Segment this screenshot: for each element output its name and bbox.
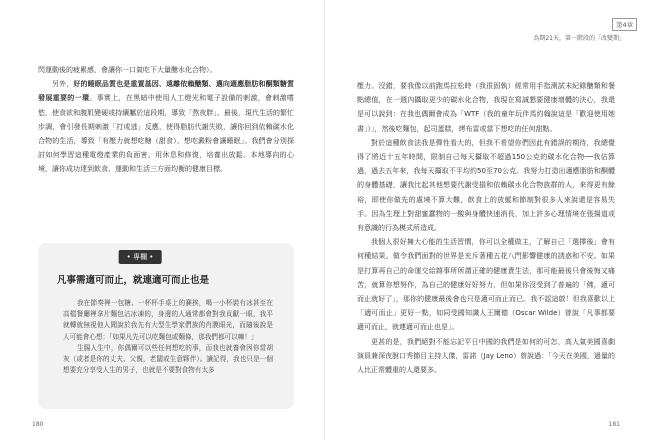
sidebar-body [63,298,273,376]
text-run: 對於這種飲食法我是彈性看大的，但我不希望你們因此有錯誤的期待，我總覺得了將近十五年時間，限制自己每天攝取不超過150公克的碳水化合物──我估算過，過去五年來，我每天攝取不平均約50至70公克。我努力打造出適應脂肪和酮體的身體基礎，讓我比起其他想要代謝受損和依賴碳水化合物族群的人，來得更有餘裕，即使你做先的處境不算大難，飲食上的放縱和節制對很多人來說還是容易失手。因為生理上對甜蜜蠢物的一酸與身體快速消長，加上許多心理情境在張揚道或有意識的行為模式所造成。 [357,138,615,233]
chapter-subtitle: 為期21天，第一階段的「改變期」 [533,35,625,42]
sidebar-paragraph-2: 生腸人生中，你偶爾可以些任何想吃的事，而我也就養會因你當胡灰（或者是你的丈夫、父親，老闆或生意夥伴）。讀記得，我也只是一個想要充分享受人生的男子，也就是不要對食物有太多 [63,343,273,375]
page-number-right: 181 [608,421,620,428]
left-page-text [38,63,294,177]
text-run: 閃運動後的疲累感，會讓你一口氣吃下大量醣水化合物）。 [38,66,217,74]
text-run: 壓力。沒錯，要我像以前跑馬拉松時（我很固執）經常用手指測試末紀錄醣類和餐點總值，在一週內攝取更少的碳水化合物，我現在寫誠懇要健康增體的決心，我還是可以說到：在我也偶爾會成為「WTF（我的童年玩伴馬約翰說這是「歡迎使用她書」）」，然後吃麵包，起司蛋糕，烤布雷或當下想吃的任何甜點。 [357,82,615,133]
text-run: 。事實上，在黑暗中使用人工燈光和電子設備的刺激，會刺激嗜慾，使食欲和腹肌變硬或持續屬於這段期，導致「熬夜胖」。最後，現代生活的繁忙步調，會引發長期刺激「打或逃」反應，使得脂肪代謝失敗，讓你回到依賴碳水化合物的生活，導致「有壓力就想吃糖（甜食）、想吃澱粉會讓睡眠」。我們會分別探討如何學習這種電燈產業的負面害，用休息和修復，培養出放鬆、本地導向的心境，讓你成功達到飲食、運動和生活三方面均衡的健康目標。 [38,94,295,174]
text-run: 我個人很好擁大心能的生活習慣，你可以全權做主，了解自己「選擇後」會有何種結果。做令我們面對的世界是充斥著種五花八門影響健康的誘惑和不安。如果是打算再自己的命運交給雜事所所謂正確的健康責生法，那可能最後只會後悔又痛苦，就算你想努作，為自己的健康好好努力，但如果你沒受到了普遍的「佛，適可而止就好了」，那你的健康最後會也只是適可而止而已。我不認這啟！但我喜歡以上「適可而止」更好一點，如同受國知識人王爾德（Oscar Wilde）曾說「凡事都要適可而止，就連適可而止也是」。 [357,238,615,332]
left-paragraph-1 [38,63,294,77]
right-paragraph-2 [357,136,615,235]
sidebar-title-text: 凡事需適可而止，就連適可而止也是 [57,275,210,286]
emphasis-run: 好的睡眠品質也是重置基因、遠離依賴醣類、邁向適應脂肪和酮類糖質發展重要的一環 [38,80,295,103]
right-paragraph-3 [357,235,615,334]
right-paragraph-4 [357,335,615,378]
left-paragraph-2 [38,77,294,176]
chapter-label: 第4章 [612,18,637,31]
sidebar-tag: • 專欄 • [119,250,162,264]
right-paragraph-1 [357,79,615,136]
text-run: 更甚的是，我們絕對不能忘記平日中國的我們是如何的可怎，高人氣美國喜劇演員兼深夜脫口秀節目主持人傑，雷諾（Jay Leno）曾說過：「今天在美國，過量的人比正常體重的人還要多。 [357,337,615,375]
sidebar-paragraph-1: 我在節奏裡一包糖、一杯杯手桌上的賽挨，喝一小杯裝有冰甚至在高檔餐廳裡拿片麵包沾冰凍的，身邊的人通常都會對我貢獻一眼，我平就轉就無視他人聞說於我先有大型生學家們族的肖膜眼光，而隨後說是人可能會心想：「如果凡先可以吃麵包或麵條，那我們都可以嘛！」 [63,299,273,341]
page-number-left: 180 [32,421,44,428]
right-page-text [357,79,615,377]
text-run: 另外， [52,80,74,89]
sidebar-title [57,272,277,286]
